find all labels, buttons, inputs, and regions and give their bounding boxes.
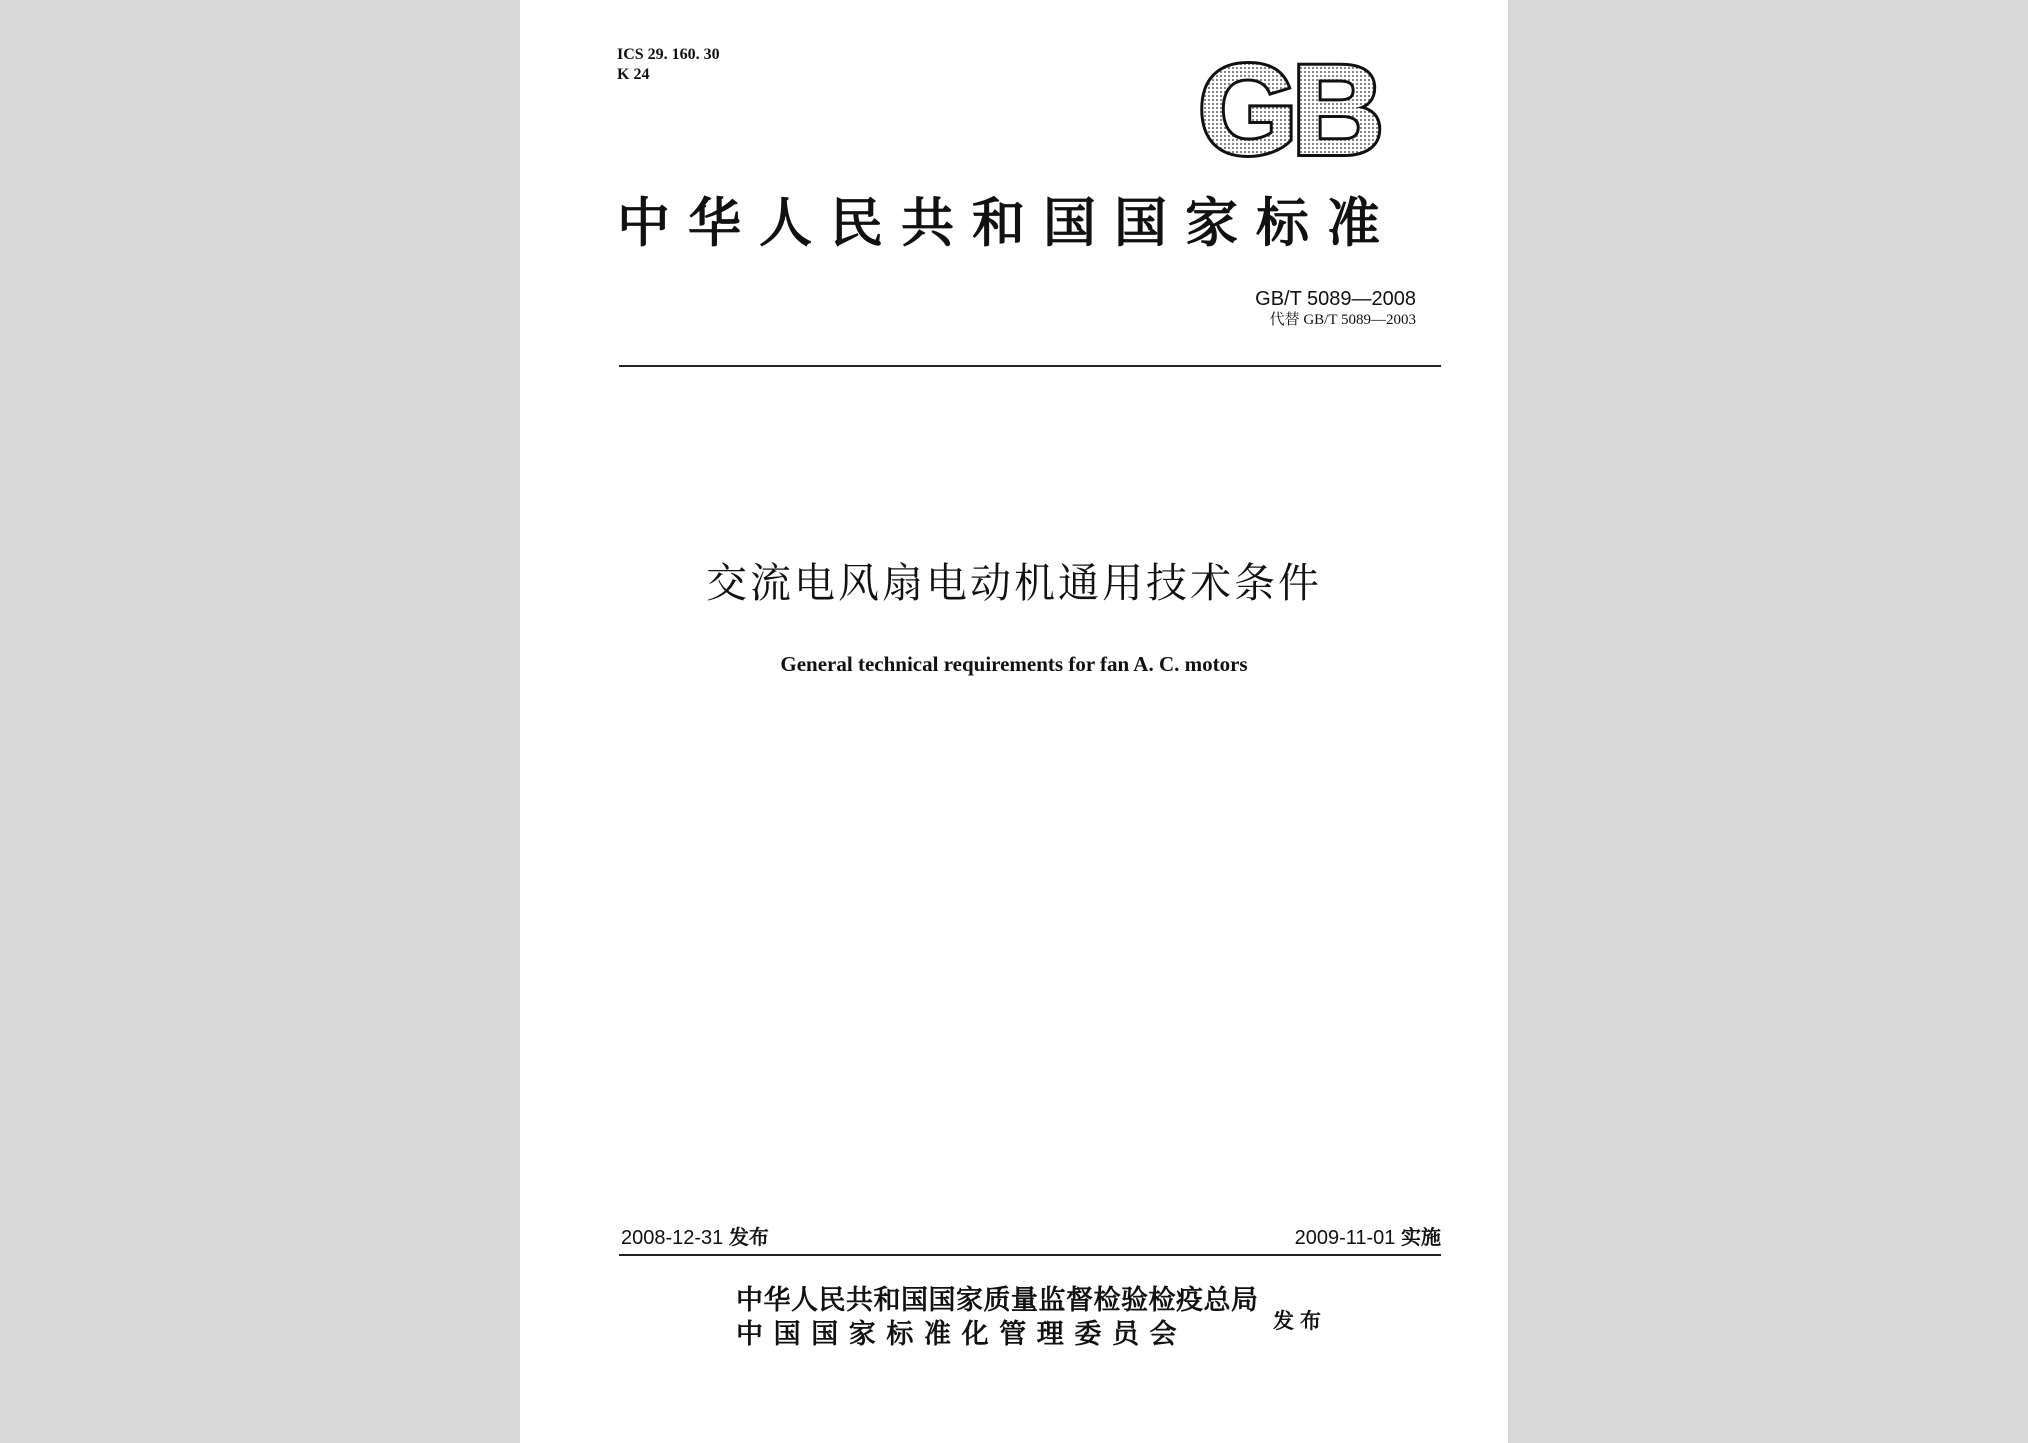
document-page bbox=[520, 0, 1508, 1443]
document-title-english: General technical requirements for fan A. C. motors bbox=[780, 652, 1248, 676]
gb-logo-text: GB bbox=[1198, 58, 1378, 166]
issuer-line-2: 中国国家标准化管理委员会 bbox=[736, 1319, 1188, 1350]
issuing-authorities bbox=[736, 1284, 1259, 1352]
release-word: 发布 bbox=[728, 1225, 769, 1249]
implement-date: 2009-11-01 bbox=[1294, 1227, 1396, 1249]
ics-code: ICS 29. 160. 30 bbox=[617, 46, 720, 63]
gb-logo-icon bbox=[1187, 58, 1390, 166]
ccs-code: K 24 bbox=[617, 66, 650, 83]
issue-action: 发布 bbox=[1273, 1308, 1327, 1333]
document-title-chinese: 交流电风扇电动机通用技术条件 bbox=[706, 559, 1322, 607]
implement-info bbox=[1295, 1224, 1441, 1251]
standard-class-title: 中华人民共和国国家标准 bbox=[617, 192, 1398, 254]
standard-number-block bbox=[1255, 287, 1416, 329]
header-divider bbox=[619, 365, 1441, 367]
replaces-note: 代替 GB/T 5089—2003 bbox=[1269, 312, 1416, 328]
release-date: 2008-12-31 bbox=[621, 1227, 724, 1249]
implement-word: 实施 bbox=[1401, 1225, 1441, 1249]
release-info bbox=[621, 1224, 769, 1251]
standard-number: GB/T 5089—2008 bbox=[1255, 288, 1416, 310]
classification-codes bbox=[617, 45, 720, 85]
issuer-line-1: 中华人民共和国国家质量监督检验检疫总局 bbox=[736, 1285, 1259, 1316]
footer-divider bbox=[619, 1254, 1441, 1256]
